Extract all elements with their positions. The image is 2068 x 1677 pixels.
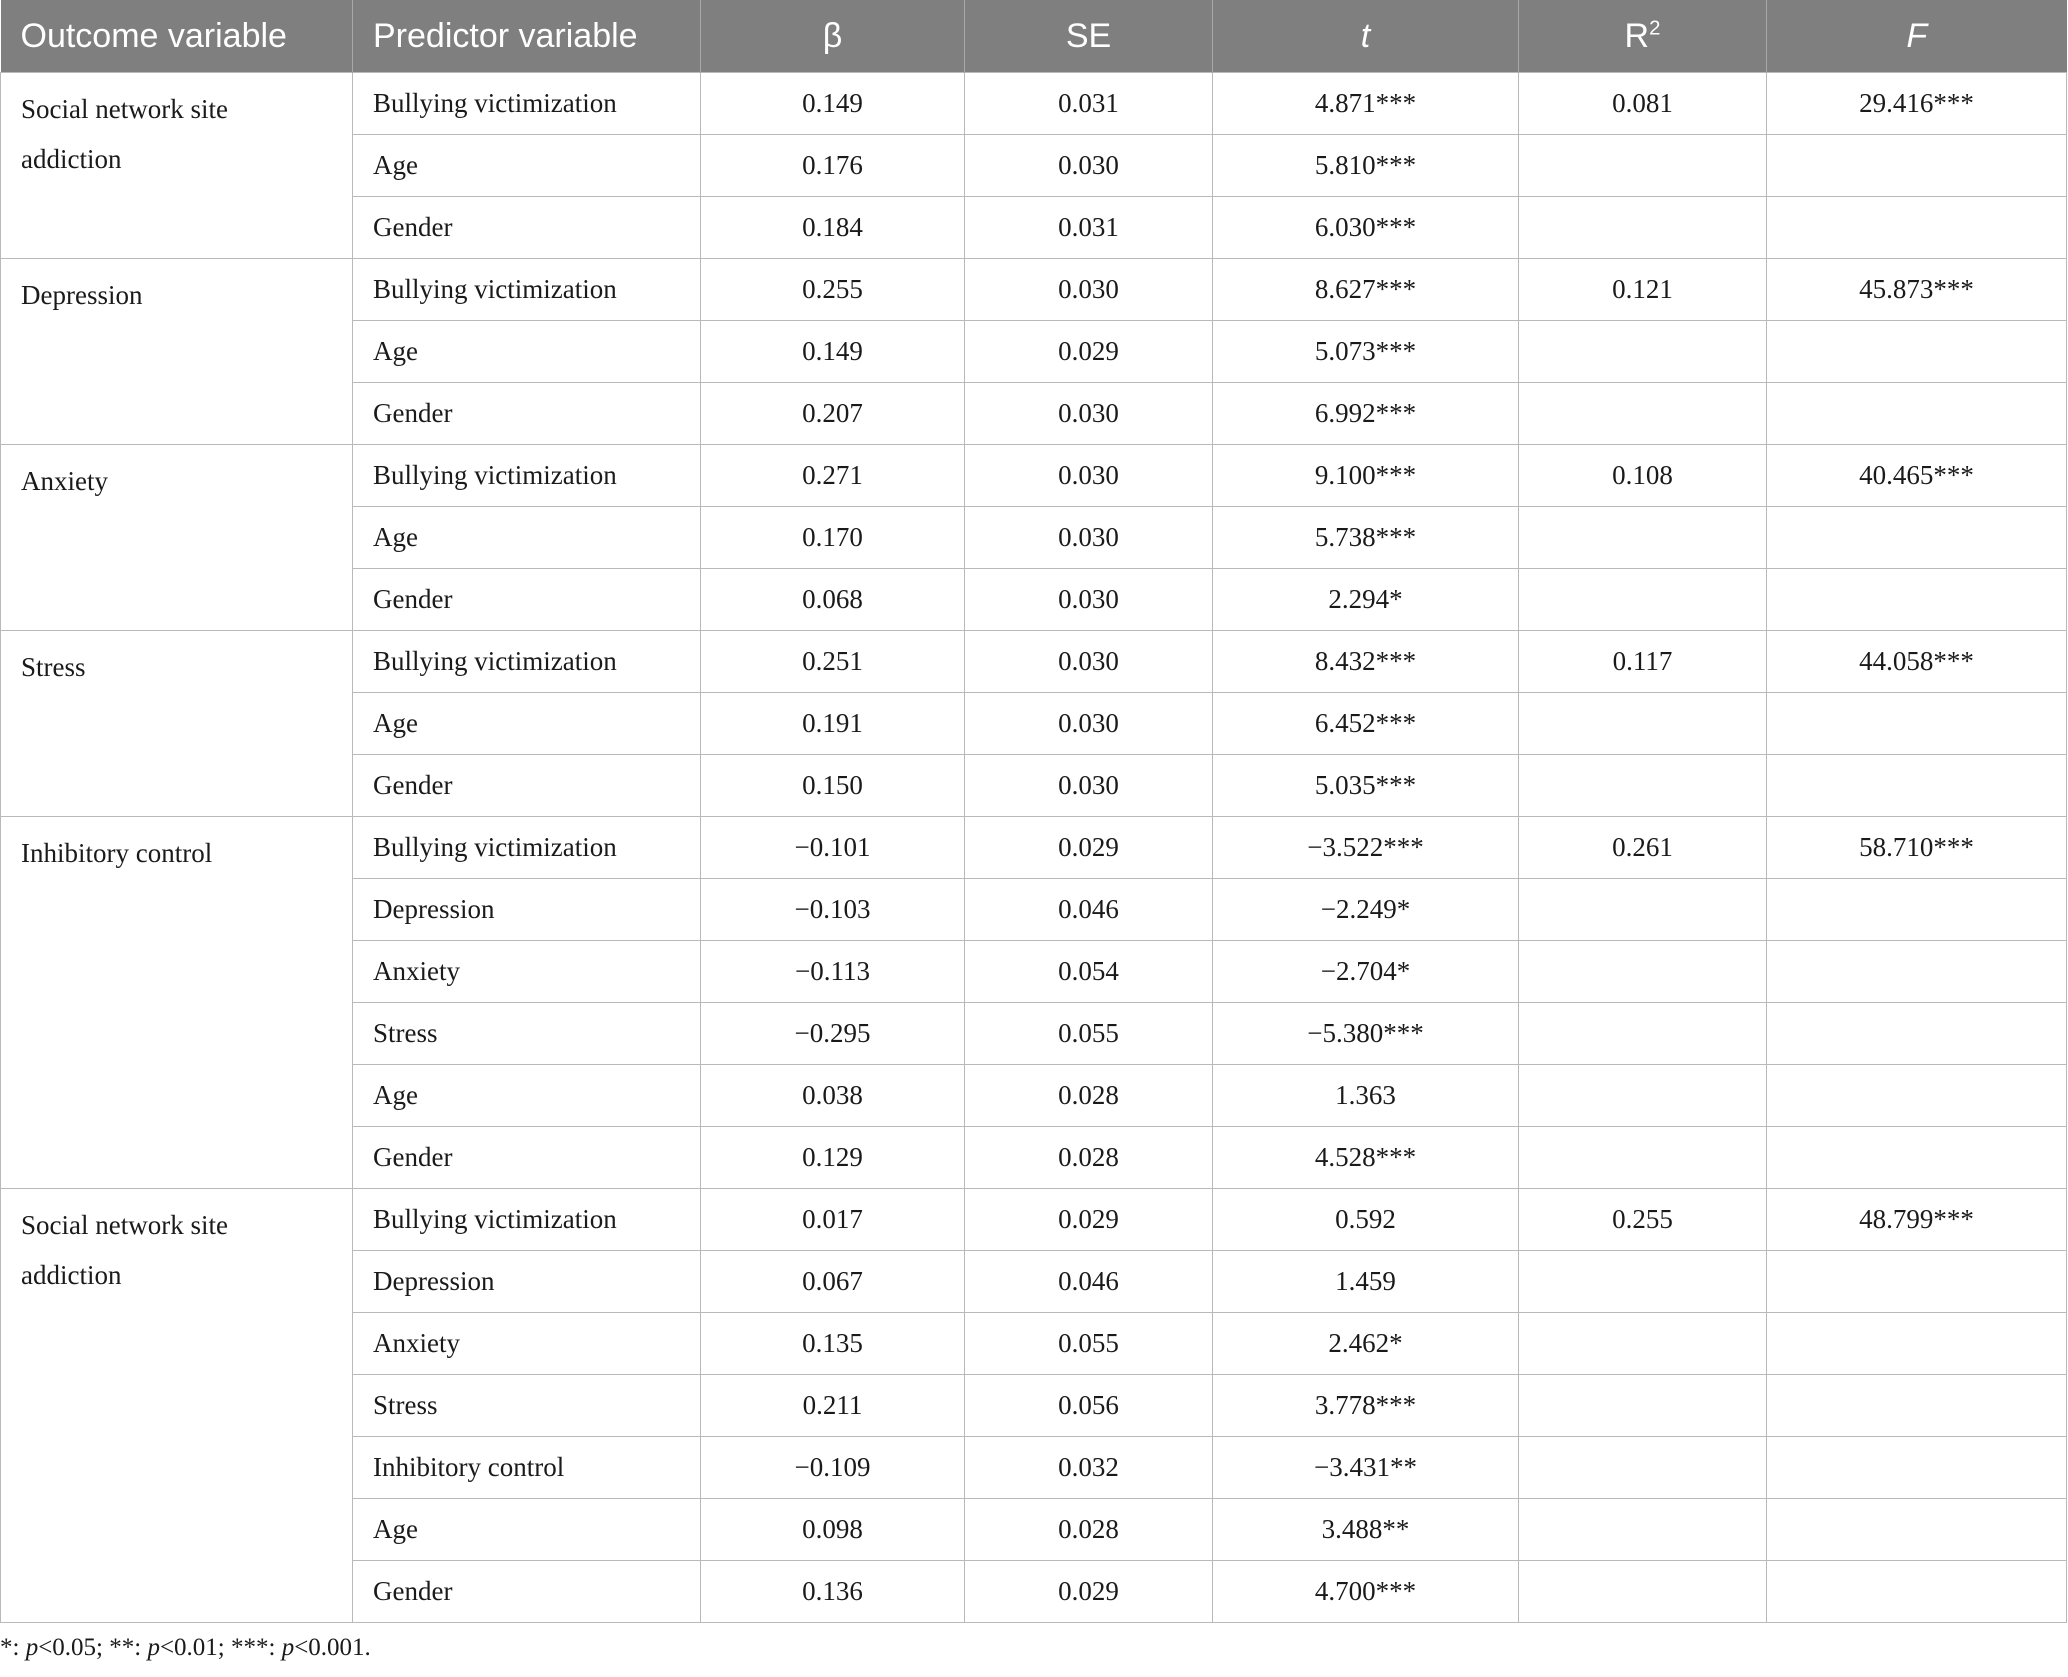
r2-cell: 0.261 [1519, 817, 1767, 879]
predictor-cell: Gender [353, 383, 701, 445]
predictor-cell: Age [353, 135, 701, 197]
t-cell: −2.249* [1213, 879, 1519, 941]
se-cell: 0.029 [965, 1561, 1213, 1623]
se-cell: 0.029 [965, 1189, 1213, 1251]
t-cell: −3.522*** [1213, 817, 1519, 879]
predictor-cell: Bullying victimization [353, 631, 701, 693]
f-cell: 44.058*** [1767, 631, 2067, 693]
outcome-cell: Anxiety [1, 445, 353, 631]
beta-cell: 0.098 [701, 1499, 965, 1561]
beta-cell: −0.109 [701, 1437, 965, 1499]
f-cell [1767, 1003, 2067, 1065]
t-cell: 2.294* [1213, 569, 1519, 631]
t-cell: 5.073*** [1213, 321, 1519, 383]
header-f [1767, 0, 2067, 73]
beta-cell: 0.017 [701, 1189, 965, 1251]
f-cell: 40.465*** [1767, 445, 2067, 507]
se-cell: 0.029 [965, 321, 1213, 383]
se-cell: 0.056 [965, 1375, 1213, 1437]
r2-cell [1519, 1065, 1767, 1127]
beta-cell: −0.103 [701, 879, 965, 941]
t-cell: 4.528*** [1213, 1127, 1519, 1189]
r2-cell [1519, 383, 1767, 445]
table-row [1, 73, 2067, 135]
predictor-cell: Age [353, 321, 701, 383]
predictor-cell: Age [353, 1499, 701, 1561]
f-cell [1767, 1251, 2067, 1313]
f-cell [1767, 569, 2067, 631]
predictor-cell: Gender [353, 755, 701, 817]
se-cell: 0.028 [965, 1127, 1213, 1189]
predictor-cell: Gender [353, 1127, 701, 1189]
t-cell: −3.431** [1213, 1437, 1519, 1499]
se-cell: 0.030 [965, 631, 1213, 693]
r2-cell [1519, 1251, 1767, 1313]
f-cell [1767, 1561, 2067, 1623]
table-footnote [0, 1634, 371, 1662]
t-cell: 4.871*** [1213, 73, 1519, 135]
outcome-cell: Social network site addiction [1, 73, 353, 259]
se-cell: 0.030 [965, 569, 1213, 631]
footnote-part: <0.001. [294, 1634, 371, 1661]
beta-cell: 0.211 [701, 1375, 965, 1437]
t-cell: 6.452*** [1213, 693, 1519, 755]
beta-cell: 0.067 [701, 1251, 965, 1313]
se-cell: 0.031 [965, 197, 1213, 259]
beta-cell: 0.176 [701, 135, 965, 197]
f-cell [1767, 1375, 2067, 1437]
predictor-cell: Stress [353, 1003, 701, 1065]
t-cell: 4.700*** [1213, 1561, 1519, 1623]
table-row [1, 445, 2067, 507]
predictor-cell: Anxiety [353, 941, 701, 1003]
predictor-cell: Gender [353, 197, 701, 259]
t-cell: 9.100*** [1213, 445, 1519, 507]
predictor-cell: Gender [353, 1561, 701, 1623]
t-cell: 8.432*** [1213, 631, 1519, 693]
t-cell: 8.627*** [1213, 259, 1519, 321]
t-cell: 5.035*** [1213, 755, 1519, 817]
r2-cell [1519, 1375, 1767, 1437]
f-cell [1767, 383, 2067, 445]
header-r2-superscript: 2 [1649, 17, 1661, 40]
f-cell [1767, 135, 2067, 197]
predictor-cell: Age [353, 507, 701, 569]
r2-cell: 0.255 [1519, 1189, 1767, 1251]
se-cell: 0.031 [965, 73, 1213, 135]
r2-cell: 0.108 [1519, 445, 1767, 507]
se-cell: 0.030 [965, 693, 1213, 755]
outcome-cell: Depression [1, 259, 353, 445]
r2-cell [1519, 1561, 1767, 1623]
r2-cell [1519, 693, 1767, 755]
se-cell: 0.030 [965, 755, 1213, 817]
predictor-cell: Depression [353, 1251, 701, 1313]
f-cell: 48.799*** [1767, 1189, 2067, 1251]
predictor-cell: Bullying victimization [353, 817, 701, 879]
table-body [1, 73, 2067, 1623]
se-cell: 0.032 [965, 1437, 1213, 1499]
se-cell: 0.030 [965, 135, 1213, 197]
r2-cell: 0.121 [1519, 259, 1767, 321]
t-cell: −5.380*** [1213, 1003, 1519, 1065]
table-row [1, 259, 2067, 321]
r2-cell: 0.117 [1519, 631, 1767, 693]
f-cell: 45.873*** [1767, 259, 2067, 321]
t-cell: 3.488** [1213, 1499, 1519, 1561]
beta-cell: 0.068 [701, 569, 965, 631]
beta-cell: 0.255 [701, 259, 965, 321]
se-cell: 0.030 [965, 445, 1213, 507]
outcome-cell: Inhibitory control [1, 817, 353, 1189]
r2-cell [1519, 1313, 1767, 1375]
footnote-p-symbol: p [281, 1634, 295, 1661]
outcome-cell: Stress [1, 631, 353, 817]
beta-cell: 0.271 [701, 445, 965, 507]
footnote-p-symbol: p [25, 1634, 39, 1661]
predictor-cell: Stress [353, 1375, 701, 1437]
t-cell: 1.459 [1213, 1251, 1519, 1313]
header-beta: β [701, 0, 965, 73]
header-predictor: Predictor variable [353, 0, 701, 73]
table-header [1, 0, 2067, 73]
beta-cell: 0.129 [701, 1127, 965, 1189]
header-r2-base: R [1624, 16, 1650, 55]
se-cell: 0.054 [965, 941, 1213, 1003]
r2-cell [1519, 1499, 1767, 1561]
f-cell [1767, 1313, 2067, 1375]
t-cell: 0.592 [1213, 1189, 1519, 1251]
beta-cell: 0.150 [701, 755, 965, 817]
se-cell: 0.046 [965, 879, 1213, 941]
t-cell: 6.992*** [1213, 383, 1519, 445]
header-t [1213, 0, 1519, 73]
se-cell: 0.055 [965, 1003, 1213, 1065]
predictor-cell: Bullying victimization [353, 259, 701, 321]
predictor-cell: Depression [353, 879, 701, 941]
beta-cell: 0.149 [701, 73, 965, 135]
se-cell: 0.055 [965, 1313, 1213, 1375]
predictor-cell: Inhibitory control [353, 1437, 701, 1499]
beta-cell: 0.038 [701, 1065, 965, 1127]
beta-cell: 0.136 [701, 1561, 965, 1623]
r2-cell [1519, 197, 1767, 259]
r2-cell [1519, 879, 1767, 941]
table-row [1, 1189, 2067, 1251]
beta-cell: 0.149 [701, 321, 965, 383]
predictor-cell: Bullying victimization [353, 445, 701, 507]
f-cell: 29.416*** [1767, 73, 2067, 135]
predictor-cell: Bullying victimization [353, 1189, 701, 1251]
t-cell: 5.738*** [1213, 507, 1519, 569]
beta-cell: 0.184 [701, 197, 965, 259]
f-cell [1767, 941, 2067, 1003]
header-r2 [1519, 0, 1767, 73]
f-cell [1767, 1065, 2067, 1127]
header-outcome: Outcome variable [1, 0, 353, 73]
r2-cell: 0.081 [1519, 73, 1767, 135]
header-t-label: t [1360, 16, 1371, 55]
footnote-part: <0.05; **: [38, 1634, 148, 1661]
predictor-cell: Anxiety [353, 1313, 701, 1375]
f-cell [1767, 755, 2067, 817]
header-se: SE [965, 0, 1213, 73]
header-f-label: F [1906, 16, 1928, 55]
beta-cell: 0.251 [701, 631, 965, 693]
f-cell [1767, 321, 2067, 383]
se-cell: 0.028 [965, 1065, 1213, 1127]
footnote-p-symbol: p [147, 1634, 160, 1661]
predictor-cell: Age [353, 1065, 701, 1127]
f-cell [1767, 1437, 2067, 1499]
f-cell [1767, 693, 2067, 755]
footnote-part: *: [0, 1634, 26, 1661]
predictor-cell: Bullying victimization [353, 73, 701, 135]
t-cell: 1.363 [1213, 1065, 1519, 1127]
beta-cell: 0.170 [701, 507, 965, 569]
t-cell: 5.810*** [1213, 135, 1519, 197]
f-cell [1767, 1499, 2067, 1561]
t-cell: 3.778*** [1213, 1375, 1519, 1437]
beta-cell: −0.113 [701, 941, 965, 1003]
se-cell: 0.028 [965, 1499, 1213, 1561]
t-cell: 2.462* [1213, 1313, 1519, 1375]
r2-cell [1519, 755, 1767, 817]
beta-cell: 0.191 [701, 693, 965, 755]
predictor-cell: Age [353, 693, 701, 755]
r2-cell [1519, 1437, 1767, 1499]
r2-cell [1519, 507, 1767, 569]
r2-cell [1519, 569, 1767, 631]
predictor-cell: Gender [353, 569, 701, 631]
f-cell [1767, 507, 2067, 569]
se-cell: 0.046 [965, 1251, 1213, 1313]
beta-cell: −0.295 [701, 1003, 965, 1065]
r2-cell [1519, 1127, 1767, 1189]
f-cell: 58.710*** [1767, 817, 2067, 879]
beta-cell: −0.101 [701, 817, 965, 879]
r2-cell [1519, 135, 1767, 197]
footnote-part: <0.01; ***: [159, 1634, 282, 1661]
beta-cell: 0.135 [701, 1313, 965, 1375]
t-cell: −2.704* [1213, 941, 1519, 1003]
beta-cell: 0.207 [701, 383, 965, 445]
f-cell [1767, 197, 2067, 259]
f-cell [1767, 1127, 2067, 1189]
f-cell [1767, 879, 2067, 941]
table-row [1, 817, 2067, 879]
se-cell: 0.030 [965, 383, 1213, 445]
r2-cell [1519, 321, 1767, 383]
r2-cell [1519, 941, 1767, 1003]
outcome-cell: Social network site addiction [1, 1189, 353, 1623]
t-cell: 6.030*** [1213, 197, 1519, 259]
se-cell: 0.029 [965, 817, 1213, 879]
se-cell: 0.030 [965, 507, 1213, 569]
table-row [1, 631, 2067, 693]
r2-cell [1519, 1003, 1767, 1065]
se-cell: 0.030 [965, 259, 1213, 321]
